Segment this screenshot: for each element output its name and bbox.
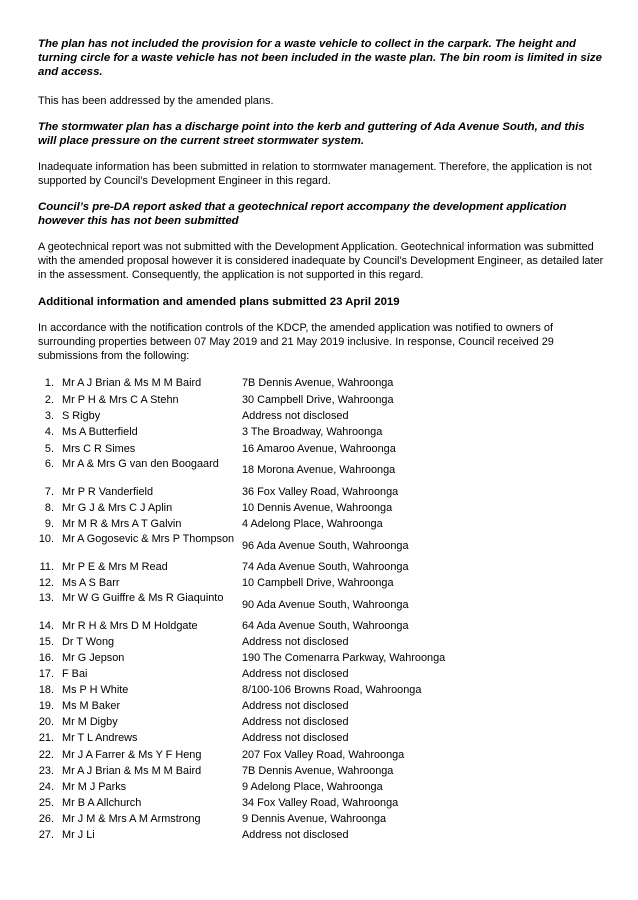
submitter-address: 4 Adelong Place, Wahroonga: [242, 518, 383, 530]
submitter-address: Address not disclosed: [242, 410, 349, 422]
submitter-name: Mr A J Brian & Ms M M Baird: [62, 765, 202, 777]
submission-number: 20.: [38, 716, 54, 728]
submission-number: 11.: [39, 561, 54, 573]
submitter-address: Address not disclosed: [242, 829, 349, 841]
submitter-name: Mr J M & Mrs A M Armstrong: [62, 813, 201, 825]
submitter-address: 36 Fox Valley Road, Wahroonga: [242, 486, 399, 498]
submitter-address: 3 The Broadway, Wahroonga: [242, 426, 383, 438]
submitter-address: Address not disclosed: [242, 732, 349, 744]
submitter-name: S Rigby: [62, 410, 101, 422]
submitter-name: Mr J Li: [62, 829, 95, 841]
submitter-name: Mr P H & Mrs C A Stehn: [62, 394, 179, 406]
submission-number: 7.: [44, 486, 54, 498]
stormwater-issue-text: The stormwater plan has a discharge point into the kerb and guttering of Ada Avenue South, and this will place pressure on the current street stormwater system.: [38, 121, 585, 147]
submission-number: 27.: [38, 829, 54, 841]
submitter-address: 9 Dennis Avenue, Wahroonga: [242, 813, 387, 825]
submitter-name: Mr P R Vanderfield: [62, 486, 153, 498]
submitter-name: Mr M J Parks: [62, 781, 127, 793]
submitter-name: Mr A Gogosevic & Mrs P Thompson: [62, 533, 235, 545]
notification-intro-text: In accordance with the notification controls of the KDCP, the amended application was notified to owners of surrounding properties between 07 May 2019 and 21 May 2019 inclusive. In response, Council received 29 submissions from the following:: [38, 322, 554, 362]
submission-number: 23.: [38, 765, 54, 777]
submitter-address: 90 Ada Avenue South, Wahroonga: [242, 599, 409, 611]
submission-number: 5.: [44, 443, 54, 455]
submission-number: 8.: [44, 502, 54, 514]
submitter-name: Mr A J Brian & Ms M M Baird: [62, 377, 202, 389]
submitter-name: Ms M Baker: [62, 700, 121, 712]
submission-number: 25.: [38, 797, 54, 809]
submitter-address: 18 Morona Avenue, Wahroonga: [242, 464, 396, 476]
submitter-address: 8/100-106 Browns Road, Wahroonga: [242, 684, 422, 696]
submission-number: 13.: [38, 592, 54, 604]
submitter-address: Address not disclosed: [242, 668, 349, 680]
submitter-address: 9 Adelong Place, Wahroonga: [242, 781, 383, 793]
geotech-issue-text: Council’s pre-DA report asked that a geotechnical report accompany the development application however this has not been submitted: [38, 201, 567, 227]
submission-number: 17.: [38, 668, 54, 680]
submitter-address: 190 The Comenarra Parkway, Wahroonga: [242, 652, 446, 664]
submission-number: 3.: [44, 410, 54, 422]
submitter-name: Mr R H & Mrs D M Holdgate: [62, 620, 198, 632]
submission-number: 18.: [38, 684, 54, 696]
submitter-name: Mr M Digby: [62, 716, 118, 728]
submitter-address: 10 Dennis Avenue, Wahroonga: [242, 502, 393, 514]
submitter-name: Mr G Jepson: [62, 652, 125, 664]
submitter-address: Address not disclosed: [242, 716, 349, 728]
submitter-name: Mr P E & Mrs M Read: [62, 561, 168, 573]
submitter-name: Mrs C R Simes: [62, 443, 136, 455]
submitter-address: 207 Fox Valley Road, Wahroonga: [242, 749, 405, 761]
submitter-name: Ms P H White: [62, 684, 129, 696]
submission-number: 26.: [38, 813, 54, 825]
submitter-address: Address not disclosed: [242, 700, 349, 712]
submission-number: 21.: [38, 732, 54, 744]
submitter-address: 30 Campbell Drive, Wahroonga: [242, 394, 394, 406]
submission-number: 2.: [44, 394, 54, 406]
submission-number: 15.: [38, 636, 54, 648]
submitter-address: Address not disclosed: [242, 636, 349, 648]
submitter-address: 10 Campbell Drive, Wahroonga: [242, 577, 394, 589]
submission-number: 1.: [44, 377, 54, 389]
submitter-name: Ms A Butterfield: [62, 426, 138, 438]
submitter-name: Mr M R & Mrs A T Galvin: [62, 518, 182, 530]
submission-number: 10.: [38, 533, 54, 545]
submitter-address: 7B Dennis Avenue, Wahroonga: [242, 377, 394, 389]
stormwater-response-text: Inadequate information has been submitted in relation to stormwater management. Therefore, the application is not supported by Council’s Development Engineer in this regard.: [38, 161, 592, 187]
submitter-address: 74 Ada Avenue South, Wahroonga: [242, 561, 409, 573]
submitter-name: Mr A & Mrs G van den Boogaard: [62, 458, 219, 470]
submitter-name: F Bai: [62, 668, 88, 680]
submission-number: 12.: [38, 577, 54, 589]
amended-plans-heading: Additional information and amended plans submitted 23 April 2019: [38, 296, 400, 308]
submitter-name: Dr T Wong: [62, 636, 115, 648]
submission-number: 6.: [44, 458, 54, 470]
submitter-name: Mr B A Allchurch: [62, 797, 142, 809]
submitter-address: 7B Dennis Avenue, Wahroonga: [242, 765, 394, 777]
submission-number: 19.: [38, 700, 54, 712]
submitter-name: Mr W G Guiffre & Ms R Giaquinto: [62, 592, 224, 604]
submitter-address: 34 Fox Valley Road, Wahroonga: [242, 797, 399, 809]
submitter-name: Mr G J & Mrs C J Aplin: [62, 502, 173, 514]
submitter-name: Mr T L Andrews: [62, 732, 138, 744]
submitter-address: 96 Ada Avenue South, Wahroonga: [242, 540, 409, 552]
submission-number: 16.: [38, 652, 54, 664]
submitter-name: Mr J A Farrer & Ms Y F Heng: [62, 749, 202, 761]
geotech-response-text: A geotechnical report was not submitted with the Development Application. Geotechnical information was submitted with the amended proposal however it is considered inadequate by Council’s Development Engineer, as detailed later in the assessment. Consequently, the application is not supported in this regard.: [38, 241, 604, 281]
submitter-address: 16 Amaroo Avenue, Wahroonga: [242, 443, 396, 455]
submission-number: 14.: [38, 620, 54, 632]
submitter-address: 64 Ada Avenue South, Wahroonga: [242, 620, 409, 632]
submission-number: 9.: [44, 518, 54, 530]
waste-issue-text: The plan has not included the provision for a waste vehicle to collect in the carpark. The height and turning circle for a waste vehicle has not been included in the waste plan. The bin room is limited in size and access.: [38, 38, 602, 78]
submission-number: 24.: [38, 781, 54, 793]
submitter-name: Ms A S Barr: [62, 577, 120, 589]
submission-number: 22.: [38, 749, 54, 761]
waste-response-text: This has been addressed by the amended plans.: [38, 95, 274, 107]
submission-number: 4.: [44, 426, 54, 438]
